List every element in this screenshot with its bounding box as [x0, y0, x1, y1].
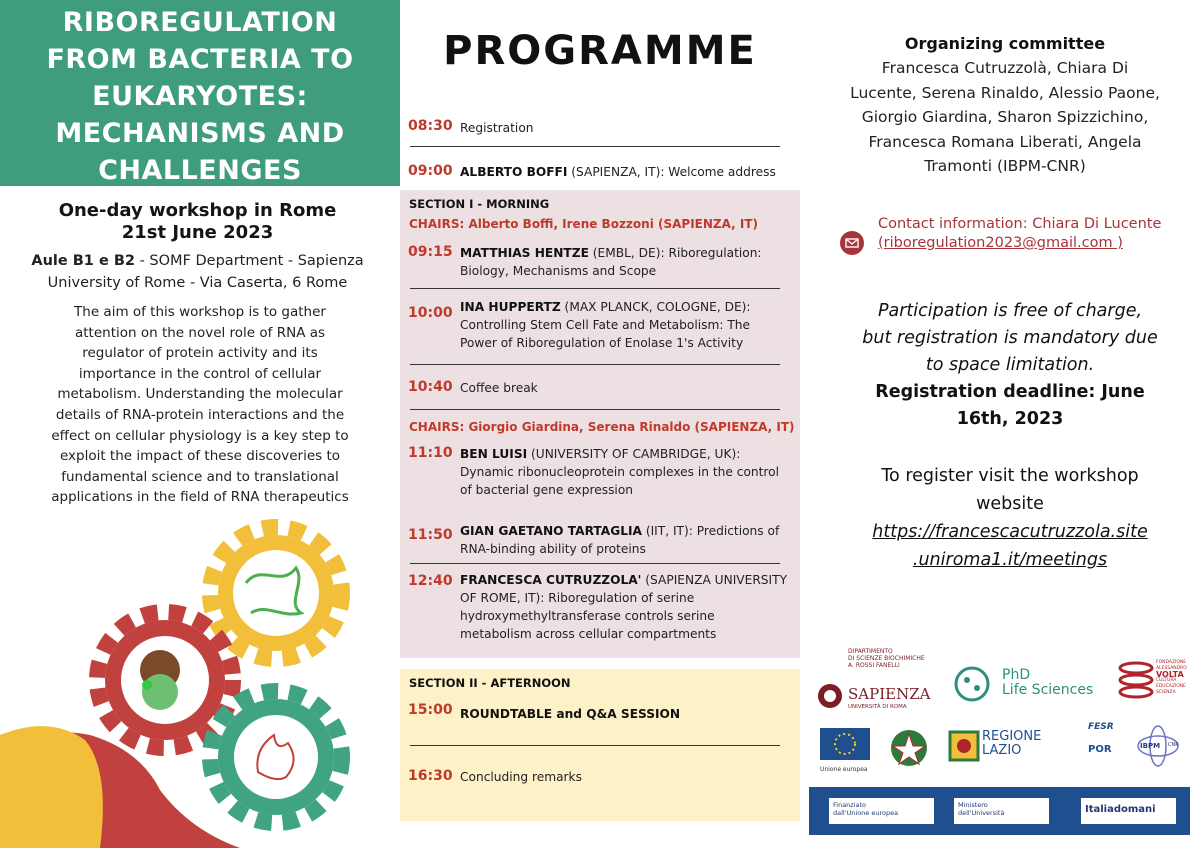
nextgeneu-badge	[829, 798, 934, 824]
participation-line-1: Participation is free of charge,	[877, 301, 1143, 321]
committee-title: Organizing committee	[904, 34, 1106, 53]
item-description	[460, 705, 790, 723]
sapienza-dept-logo	[812, 648, 942, 718]
divider	[410, 745, 780, 746]
item-time: 09:00	[408, 163, 453, 179]
item-speaker: MATTHIAS HENTZE	[460, 246, 589, 260]
italy-emblem-icon	[889, 726, 929, 770]
section-two-label: SECTION II - AFTERNOON	[409, 676, 571, 690]
workshop-venue	[0, 250, 395, 294]
item-speaker: ROUNDTABLE and Q&A SESSION	[460, 707, 681, 721]
item-time: 15:00	[408, 702, 453, 718]
register-url-part-2[interactable]: .uniroma1.it/meetings	[912, 550, 1108, 570]
section-one-label: SECTION I - MORNING	[409, 197, 550, 211]
cnr-text: CNR	[1168, 742, 1179, 748]
workshop-aim: The aim of this workshop is to gather attention on the novel role of RNA as regulator of protein activity and its importance in the control of cellular metabolism. Understanding the molecular details of RNA-protein interactions and the effect on cellular physiology is a key step to exploit the impact of these discoveries to fundamental science and to translational applications in the field of RNA therapeutics	[51, 304, 349, 506]
item-text: Concluding remarks	[460, 770, 582, 784]
item-speaker: FRANCESCA CUTRUZZOLA'	[460, 573, 642, 587]
item-time: 08:30	[408, 118, 453, 134]
sapienza-wordmark: SAPIENZA	[848, 685, 931, 703]
volta-line: ALESSANDRO	[1156, 666, 1187, 671]
email-link[interactable]: (riboregulation2023@gmail.com )	[878, 235, 1123, 251]
item-text: (SAPIENZA, IT): Welcome address	[567, 165, 776, 179]
item-time: 09:15	[408, 244, 453, 260]
participation-info	[860, 298, 1160, 433]
organizing-committee	[850, 33, 1160, 179]
item-text: (SAPIENZA UNIVERSITY OF ROME, IT): Riboregulation of serine hydroxymethyltransferase controls serine metabolism across cellular compartments	[460, 573, 788, 641]
contact-text	[878, 215, 1161, 253]
eu-flag-icon	[820, 728, 870, 760]
item-description	[460, 163, 790, 181]
workshop-type: One-day workshop in Rome	[58, 200, 337, 221]
register-text: To register visit the workshop website	[881, 466, 1139, 514]
item-text: Coffee break	[460, 381, 538, 395]
workshop-info	[0, 200, 395, 294]
volta-line: VOLTA	[1156, 670, 1184, 679]
divider	[410, 409, 780, 410]
contact-label: Contact information: Chiara Di Lucente	[878, 216, 1162, 232]
mail-icon	[840, 231, 864, 255]
item-text: (IIT, IT): Predictions of RNA-binding ability of proteins	[460, 524, 780, 556]
sapienza-seal-icon	[816, 682, 844, 710]
item-text: (EMBL, DE): Riboregulation: Biology, Mechanisms and Scope	[460, 246, 762, 278]
volta-line: EDUCAZIONE	[1156, 684, 1186, 689]
item-speaker: GIAN GAETANO TARTAGLIA	[460, 524, 642, 538]
contact-email[interactable]	[878, 234, 1161, 253]
item-speaker: INA HUPPERTZ	[460, 300, 561, 314]
volta-text	[1156, 660, 1187, 696]
divider	[410, 364, 780, 365]
committee-members: Francesca Cutruzzolà, Chiara Di Lucente, Serena Rinaldo, Alessio Paone, Giorgio Giardina, Sharon Spizzichino, Francesca Romana Liberati, Angela Tramonti (IBPM-CNR)	[850, 59, 1160, 175]
venue-rooms: Aule B1 e B2	[31, 253, 135, 269]
regione-line: REGIONE	[982, 729, 1042, 744]
workshop-date: 21st June 2023	[121, 222, 274, 243]
eu-caption: Unione europea	[820, 766, 868, 773]
phd-line: PhD	[1002, 667, 1031, 683]
item-speaker: ALBERTO BOFFI	[460, 165, 568, 179]
green-gear-icon	[210, 691, 342, 823]
phd-text	[1002, 668, 1093, 698]
item-text: (UNIVERSITY OF CAMBRIDGE, UK): Dynamic ribonucleoprotein complexes in the control of bacterial gene expression	[460, 447, 779, 497]
contact-info	[840, 215, 1170, 261]
item-text: (MAX PLANCK, COLOGNE, DE): Controlling Stem Cell Fate and Metabolism: The Power of Riboregulation of Enolase 1's Activity	[460, 300, 751, 350]
volta-line: CULTURA	[1156, 678, 1177, 683]
regione-lazio-logo	[982, 730, 1072, 764]
divider	[410, 146, 780, 147]
participation-line-2: but registration is mandatory due	[862, 328, 1158, 348]
phd-life-sciences-logo	[952, 666, 1102, 706]
red-gear-icon	[97, 612, 233, 748]
item-description	[460, 244, 790, 280]
funded-line: dall'Unione europea	[833, 809, 899, 817]
volta-line: FONDAZIONE	[1156, 660, 1187, 665]
dept-line: DI SCIENZE BIOCHIMICHE	[848, 655, 925, 662]
item-time: 11:10	[408, 445, 453, 461]
phd-line: Life Sciences	[1002, 682, 1094, 698]
item-time: 12:40	[408, 573, 453, 589]
ministero-line: dell'Università	[958, 809, 1005, 817]
item-time: 10:40	[408, 379, 453, 395]
dept-line: A. ROSSI FANELLI	[848, 662, 900, 669]
registration-info	[860, 462, 1160, 574]
divider	[410, 288, 780, 289]
phd-icon	[952, 666, 992, 702]
item-time: 11:50	[408, 527, 453, 543]
item-description	[460, 445, 790, 499]
item-description	[460, 298, 790, 352]
participation-line-3: to space limitation.	[925, 355, 1095, 375]
ibpm-cnr-logo	[1136, 722, 1180, 770]
item-time: 16:30	[408, 768, 453, 784]
dept-line: DIPARTIMENTO	[848, 648, 893, 655]
ministero-badge	[954, 798, 1049, 824]
yellow-gear-icon	[210, 527, 342, 659]
volta-line: SCIENZA	[1156, 690, 1176, 695]
programme-heading: PROGRAMME	[443, 28, 757, 74]
italiadomani-badge: Italiadomani	[1081, 798, 1176, 824]
item-time: 10:00	[408, 305, 453, 321]
funding-bar	[809, 787, 1190, 835]
sapienza-subtitle: UNIVERSITÀ DI ROMA	[848, 704, 907, 710]
section-one-second-chairs: CHAIRS: Giorgio Giardina, Serena Rinaldo (SAPIENZA, IT)	[409, 420, 795, 434]
volta-icon	[1118, 660, 1154, 704]
dept-name	[848, 648, 925, 669]
item-description	[460, 522, 790, 558]
ministero-line: Ministero	[958, 801, 988, 809]
yellow-blob-shape	[0, 726, 103, 848]
lazio-emblem-icon	[948, 730, 980, 762]
regione-text	[982, 730, 1072, 758]
fondazione-volta-logo	[1118, 660, 1198, 715]
lazio-emblem	[948, 730, 980, 762]
fesr-text: FESR	[1088, 722, 1114, 732]
italian-republic-emblem	[889, 726, 929, 770]
item-description	[460, 571, 790, 643]
divider	[410, 563, 780, 564]
workshop-title: RIBOREGULATION FROM BACTERIA TO EUKARYOTES: MECHANISMS AND CHALLENGES	[46, 6, 354, 186]
venue-address: - SOMF Department - Sapienza University of Rome - Via Caserta, 6 Rome	[47, 253, 364, 291]
ibpm-text: IBPM	[1140, 742, 1161, 750]
funded-line: Finanziato	[833, 801, 867, 809]
regione-line: LAZIO	[982, 743, 1022, 758]
item-speaker: BEN LUISI	[460, 447, 528, 461]
registration-deadline: Registration deadline: June 16th, 2023	[875, 382, 1145, 429]
item-text: Registration	[460, 121, 534, 135]
por-text: POR	[1088, 744, 1112, 755]
register-url-part-1[interactable]: https://francescacutruzzola.site	[872, 522, 1148, 542]
gears-illustration	[0, 500, 400, 848]
title-banner	[0, 0, 400, 186]
eu-logo	[820, 728, 875, 772]
section-one-chairs: CHAIRS: Alberto Boffi, Irene Bozzoni (SAPIENZA, IT)	[409, 217, 758, 231]
fesr-por-logo	[1088, 722, 1128, 768]
